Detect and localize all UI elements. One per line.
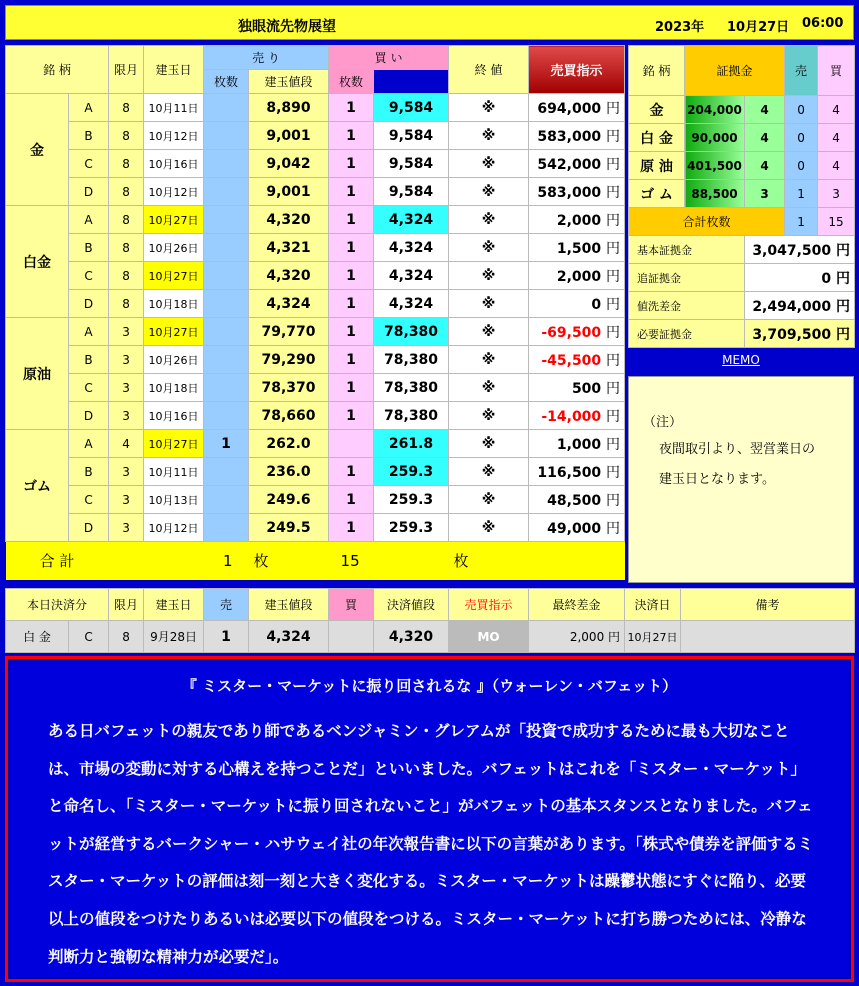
- table-row: [6, 486, 625, 514]
- summary-label: 追証拠金: [629, 264, 745, 292]
- row-diff-yen: 円: [606, 156, 621, 173]
- row-sub: A: [69, 318, 109, 346]
- memo-note: （注）: [643, 415, 683, 430]
- positions-table: [5, 45, 625, 580]
- header-date: 10月27日: [727, 20, 790, 35]
- row-month: 8: [109, 122, 144, 150]
- row-diff: [529, 234, 625, 262]
- row-sub: B: [69, 346, 109, 374]
- row-instruction: ※: [449, 346, 529, 374]
- margin-brand: 白 金: [629, 124, 685, 152]
- margin-sell: 0: [785, 96, 818, 124]
- row-open-date: 10月26日: [144, 346, 204, 374]
- row-diff: [529, 486, 625, 514]
- totals-buy: 15: [329, 542, 449, 580]
- col-brand: 銘 柄: [6, 46, 109, 94]
- table-row: [6, 206, 625, 234]
- row-diff-yen: 円: [606, 100, 621, 117]
- row-close: 4,324: [374, 234, 449, 262]
- row-open-price: 4,324: [249, 290, 329, 318]
- row-diff: [529, 318, 625, 346]
- row-sell-qty: [204, 458, 249, 486]
- row-month: 8: [109, 150, 144, 178]
- table-row: [6, 514, 625, 542]
- margin-total-label: 合計枚数: [629, 208, 785, 236]
- settlement-table: [5, 588, 855, 653]
- quote-panel: [5, 656, 854, 982]
- row-close: 78,380: [374, 318, 449, 346]
- summary-value: 0 円: [745, 264, 855, 292]
- header-year: 2023年: [655, 20, 705, 35]
- row-diff-yen: 円: [606, 212, 621, 229]
- row-open-price: 236.0: [249, 458, 329, 486]
- row-sell-qty: [204, 206, 249, 234]
- margin-total-buy: 15: [818, 208, 855, 236]
- row-open-date: 10月27日: [144, 318, 204, 346]
- row-open-date: 10月12日: [144, 122, 204, 150]
- row-month: 8: [109, 234, 144, 262]
- row-diff: [529, 122, 625, 150]
- row-diff-yen: 円: [606, 240, 621, 257]
- row-open-date: 10月16日: [144, 402, 204, 430]
- row-month: 3: [109, 346, 144, 374]
- row-open-price: 249.5: [249, 514, 329, 542]
- row-sell-qty: [204, 150, 249, 178]
- row-sell-qty: [204, 262, 249, 290]
- margin-count: 3: [745, 180, 785, 208]
- table-row: [6, 262, 625, 290]
- totals-unit-sell: 枚: [249, 542, 329, 580]
- row-diff: [529, 206, 625, 234]
- row-diff: [529, 150, 625, 178]
- row-buy-qty: 1: [329, 234, 374, 262]
- header-time: 06:00: [802, 16, 844, 31]
- instruction-header-button[interactable]: 売買指示: [529, 46, 625, 94]
- title-bar: [5, 5, 854, 40]
- summary-row: [629, 264, 855, 292]
- row-close: 259.3: [374, 514, 449, 542]
- row-open-date: 10月18日: [144, 374, 204, 402]
- row-instruction: ※: [449, 178, 529, 206]
- row-diff-value: -14,000: [541, 408, 602, 425]
- row-diff: [529, 346, 625, 374]
- memo-line-2: 建玉日となります。: [659, 472, 775, 487]
- margin-sell: 1: [785, 180, 818, 208]
- row-sub: A: [69, 430, 109, 458]
- margin-amount: 401,500: [685, 152, 745, 180]
- col-open-price: 建玉値段: [249, 70, 329, 94]
- row-open-price: 9,001: [249, 178, 329, 206]
- row-open-price: 4,320: [249, 206, 329, 234]
- row-diff-value: -45,500: [541, 352, 602, 369]
- row-instruction: ※: [449, 402, 529, 430]
- row-sub: D: [69, 290, 109, 318]
- row-buy-qty: 1: [329, 486, 374, 514]
- summary-value: 3,047,500 円: [745, 236, 855, 264]
- row-diff-value: 48,500: [547, 492, 602, 509]
- table-row: [6, 346, 625, 374]
- row-sub: D: [69, 402, 109, 430]
- row-instruction: ※: [449, 458, 529, 486]
- settle-col-note: 備考: [681, 589, 855, 621]
- row-sell-qty: [204, 94, 249, 122]
- row-close: 4,324: [374, 206, 449, 234]
- row-diff-yen: 円: [606, 436, 621, 453]
- row-diff-value: 49,000: [547, 520, 602, 537]
- settle-col-brand: 本日決済分: [6, 589, 109, 621]
- totals-unit-buy-text: 枚: [453, 552, 469, 571]
- row-open-date: 10月18日: [144, 290, 204, 318]
- col-month: 限月: [109, 46, 144, 94]
- row-diff: [529, 94, 625, 122]
- row-buy-qty: 1: [329, 374, 374, 402]
- row-month: 3: [109, 458, 144, 486]
- row-diff: [529, 514, 625, 542]
- settle-brand: 白 金: [6, 621, 69, 653]
- row-instruction: ※: [449, 374, 529, 402]
- row-open-date: 10月13日: [144, 486, 204, 514]
- row-sub: D: [69, 178, 109, 206]
- row-diff-value: 694,000: [537, 100, 602, 117]
- margin-table: [628, 45, 855, 348]
- row-sell-qty: [204, 514, 249, 542]
- quote-title: 『 ミスター・マーケットに振り回されるな 』（ウォーレン・バフェット）: [181, 677, 678, 695]
- row-sub: C: [69, 150, 109, 178]
- table-row: [6, 122, 625, 150]
- margin-count: 4: [745, 152, 785, 180]
- settle-diff: 2,000 円: [529, 621, 625, 653]
- group-name: 原油: [6, 318, 69, 430]
- row-month: 8: [109, 262, 144, 290]
- row-open-date: 10月12日: [144, 178, 204, 206]
- margin-buy: 3: [818, 180, 855, 208]
- row-open-price: 78,370: [249, 374, 329, 402]
- row-diff-yen: 円: [606, 492, 621, 509]
- table-row: [6, 318, 625, 346]
- row-diff-yen: 円: [606, 408, 621, 425]
- margin-brand: ゴ ム: [629, 180, 685, 208]
- row-diff-value: -69,500: [541, 324, 602, 341]
- row-open-date: 10月11日: [144, 94, 204, 122]
- row-buy-qty: 1: [329, 178, 374, 206]
- margin-row: [629, 180, 855, 208]
- totals-row: [6, 542, 625, 580]
- row-buy-qty: 1: [329, 150, 374, 178]
- row-diff-yen: 円: [606, 268, 621, 285]
- row-sub: C: [69, 262, 109, 290]
- settle-sub: C: [69, 621, 109, 653]
- margin-row: [629, 96, 855, 124]
- row-sell-qty: 1: [204, 430, 249, 458]
- group-name: 金: [6, 94, 69, 206]
- margin-col-deposit: 証拠金: [685, 46, 785, 96]
- row-diff: [529, 290, 625, 318]
- row-month: 3: [109, 318, 144, 346]
- margin-col-buy: 買: [818, 46, 855, 96]
- memo-line-1: 夜間取引より、翌営業日の: [659, 442, 816, 457]
- table-row: [6, 290, 625, 318]
- row-sub: C: [69, 486, 109, 514]
- row-sell-qty: [204, 374, 249, 402]
- row-instruction: ※: [449, 262, 529, 290]
- group-name: ゴム: [6, 430, 69, 542]
- row-buy-qty: 1: [329, 346, 374, 374]
- row-month: 3: [109, 374, 144, 402]
- row-open-price: 4,321: [249, 234, 329, 262]
- margin-total-sell: 1: [785, 208, 818, 236]
- row-sub: A: [69, 94, 109, 122]
- margin-brand: 金: [629, 96, 685, 124]
- row-month: 3: [109, 402, 144, 430]
- row-close: 9,584: [374, 122, 449, 150]
- settle-col-instruction: 売買指示: [449, 589, 529, 621]
- row-buy-qty: 1: [329, 206, 374, 234]
- row-instruction: ※: [449, 318, 529, 346]
- row-sub: A: [69, 206, 109, 234]
- row-open-date: 10月27日: [144, 206, 204, 234]
- totals-label: 合 計: [6, 542, 109, 580]
- table-row: [6, 94, 625, 122]
- row-open-date: 10月12日: [144, 514, 204, 542]
- row-close: 4,324: [374, 262, 449, 290]
- row-close: 9,584: [374, 150, 449, 178]
- row-close: 4,324: [374, 290, 449, 318]
- row-instruction: ※: [449, 290, 529, 318]
- row-sub: C: [69, 374, 109, 402]
- row-diff-yen: 円: [606, 520, 621, 537]
- row-diff: [529, 178, 625, 206]
- margin-brand: 原 油: [629, 152, 685, 180]
- row-close: 78,380: [374, 374, 449, 402]
- row-open-date: 10月11日: [144, 458, 204, 486]
- row-sell-qty: [204, 486, 249, 514]
- margin-col-brand: 銘 柄: [629, 46, 685, 96]
- row-month: 8: [109, 94, 144, 122]
- row-open-price: 262.0: [249, 430, 329, 458]
- row-diff: [529, 402, 625, 430]
- row-diff-yen: 円: [606, 464, 621, 481]
- memo-panel: [628, 376, 854, 583]
- row-instruction: ※: [449, 430, 529, 458]
- row-sub: D: [69, 514, 109, 542]
- col-sell-qty: 枚数: [204, 70, 249, 94]
- margin-amount: 90,000: [685, 124, 745, 152]
- row-close: 259.3: [374, 458, 449, 486]
- row-buy-qty: 1: [329, 94, 374, 122]
- settle-col-date: 建玉日: [144, 589, 204, 621]
- row-month: 3: [109, 486, 144, 514]
- row-diff-yen: 円: [606, 184, 621, 201]
- col-open-date: 建玉日: [144, 46, 204, 94]
- margin-buy: 4: [818, 124, 855, 152]
- row-diff-value: 542,000: [537, 156, 602, 173]
- row-month: 3: [109, 514, 144, 542]
- row-diff-value: 116,500: [537, 464, 602, 481]
- row-close: 261.8: [374, 430, 449, 458]
- table-row: [6, 430, 625, 458]
- margin-col-sell: 売: [785, 46, 818, 96]
- row-diff-value: 500: [571, 380, 602, 397]
- row-buy-qty: 1: [329, 458, 374, 486]
- row-sell-qty: [204, 318, 249, 346]
- quote-body: ある日バフェットの親友であり師であるベンジャミン・グレアムが「投資で成功するために最も大切なことは、市場の変動に対する心構えを持つことだ」といいました。バフェットはこれを「ミスター・マーケット」と命名し、「ミスター・マーケットに振り回されないこと」がバフェットの基本スタンスとなりました。バフェットが経営するバークシャー・ハサウェイ社の年次報告書に以下の言葉があります。「株式や債券を評価するミスター・マーケットの評価は刻一刻と大きく変化する。ミスター・マーケットは躁鬱状態にすぐに陥り、必要以上の値段をつけたりあるいは必要以下の値段をつける。ミスター・マーケットに打ち勝つためには、冷静な判断力と強靭な精神力が必要だ」。: [48, 722, 814, 966]
- row-diff-yen: 円: [606, 296, 621, 313]
- row-open-price: 78,660: [249, 402, 329, 430]
- row-sell-qty: [204, 234, 249, 262]
- margin-amount: 88,500: [685, 180, 745, 208]
- settle-row: [6, 621, 855, 653]
- row-open-date: 10月26日: [144, 234, 204, 262]
- summary-row: [629, 320, 855, 348]
- row-diff: [529, 458, 625, 486]
- row-open-date: 10月16日: [144, 150, 204, 178]
- row-month: 4: [109, 430, 144, 458]
- row-month: 8: [109, 290, 144, 318]
- summary-label: 値洗差金: [629, 292, 745, 320]
- row-close: 9,584: [374, 178, 449, 206]
- settle-col-month: 限月: [109, 589, 144, 621]
- table-row: [6, 178, 625, 206]
- row-open-price: 249.6: [249, 486, 329, 514]
- col-buy-qty: 枚数: [329, 70, 374, 94]
- row-sell-qty: [204, 178, 249, 206]
- row-sub: B: [69, 458, 109, 486]
- page-title: 独眼流先物展望: [238, 19, 336, 35]
- row-buy-qty: 1: [329, 402, 374, 430]
- row-open-price: 9,042: [249, 150, 329, 178]
- row-sell-qty: [204, 346, 249, 374]
- row-instruction: ※: [449, 486, 529, 514]
- settle-sell: 1: [204, 621, 249, 653]
- row-close: 78,380: [374, 402, 449, 430]
- row-diff-yen: 円: [606, 324, 621, 341]
- row-diff-yen: 円: [606, 128, 621, 145]
- row-diff-value: 1,000: [556, 436, 602, 453]
- row-month: 8: [109, 178, 144, 206]
- row-month: 8: [109, 206, 144, 234]
- settle-col-sell: 売: [204, 589, 249, 621]
- row-instruction: ※: [449, 206, 529, 234]
- settle-month: 8: [109, 621, 144, 653]
- row-open-date: 10月27日: [144, 262, 204, 290]
- summary-value: 2,494,000 円: [745, 292, 855, 320]
- row-open-price: 9,001: [249, 122, 329, 150]
- row-buy-qty: 1: [329, 290, 374, 318]
- row-diff-value: 0: [591, 296, 602, 313]
- row-open-price: 8,890: [249, 94, 329, 122]
- margin-count: 4: [745, 124, 785, 152]
- settle-settle-date: 10月27日: [625, 621, 681, 653]
- row-sell-qty: [204, 290, 249, 318]
- table-row: [6, 150, 625, 178]
- margin-row: [629, 152, 855, 180]
- row-instruction: ※: [449, 234, 529, 262]
- row-buy-qty: 1: [329, 262, 374, 290]
- row-open-price: 79,770: [249, 318, 329, 346]
- row-close: 259.3: [374, 486, 449, 514]
- settle-buy: [329, 621, 374, 653]
- margin-row: [629, 124, 855, 152]
- table-row: [6, 458, 625, 486]
- settle-col-diff: 最終差金: [529, 589, 625, 621]
- settle-note: [681, 621, 855, 653]
- settle-date: 9月28日: [144, 621, 204, 653]
- row-diff-yen: 円: [606, 352, 621, 369]
- table-row: [6, 234, 625, 262]
- summary-label: 必要証拠金: [629, 320, 745, 348]
- summary-value: 3,709,500 円: [745, 320, 855, 348]
- row-open-price: 4,320: [249, 262, 329, 290]
- group-name: 白金: [6, 206, 69, 318]
- settle-col-close: 決済値段: [374, 589, 449, 621]
- row-buy-qty: 1: [329, 318, 374, 346]
- totals-unit-buy: [449, 542, 625, 580]
- margin-buy: 4: [818, 96, 855, 124]
- row-diff-value: 1,500: [556, 240, 602, 257]
- row-diff: [529, 374, 625, 402]
- margin-count: 4: [745, 96, 785, 124]
- row-diff-value: 583,000: [537, 184, 602, 201]
- row-diff-value: 2,000: [556, 212, 602, 229]
- summary-row: [629, 292, 855, 320]
- settle-col-price: 建玉値段: [249, 589, 329, 621]
- row-buy-qty: 1: [329, 514, 374, 542]
- row-buy-qty: [329, 430, 374, 458]
- row-instruction: ※: [449, 94, 529, 122]
- settle-instruction: MO: [449, 621, 529, 653]
- row-close: 78,380: [374, 346, 449, 374]
- col-buy: 買 い: [329, 46, 449, 70]
- row-buy-qty: 1: [329, 122, 374, 150]
- row-diff-value: 2,000: [556, 268, 602, 285]
- settle-price: 4,324: [249, 621, 329, 653]
- col-sell: 売 り: [204, 46, 329, 70]
- margin-sell: 0: [785, 152, 818, 180]
- row-diff-value: 583,000: [537, 128, 602, 145]
- margin-amount: 204,000: [685, 96, 745, 124]
- table-row: [6, 374, 625, 402]
- margin-buy: 4: [818, 152, 855, 180]
- totals-sell: 1: [109, 542, 249, 580]
- summary-label: 基本証拠金: [629, 236, 745, 264]
- row-instruction: ※: [449, 514, 529, 542]
- table-row: [6, 402, 625, 430]
- row-sub: B: [69, 122, 109, 150]
- row-diff-yen: 円: [606, 380, 621, 397]
- settle-close: 4,320: [374, 621, 449, 653]
- margin-sell: 0: [785, 124, 818, 152]
- summary-row: [629, 236, 855, 264]
- row-open-date: 10月27日: [144, 430, 204, 458]
- row-sell-qty: [204, 122, 249, 150]
- row-close: 9,584: [374, 94, 449, 122]
- settle-col-settle-date: 決済日: [625, 589, 681, 621]
- row-instruction: ※: [449, 122, 529, 150]
- row-instruction: ※: [449, 150, 529, 178]
- row-sell-qty: [204, 402, 249, 430]
- memo-link[interactable]: MEMO: [628, 348, 854, 373]
- row-open-price: 79,290: [249, 346, 329, 374]
- col-close: 終 値: [449, 46, 529, 94]
- row-diff: [529, 262, 625, 290]
- row-diff: [529, 430, 625, 458]
- row-sub: B: [69, 234, 109, 262]
- settle-col-buy: 買: [329, 589, 374, 621]
